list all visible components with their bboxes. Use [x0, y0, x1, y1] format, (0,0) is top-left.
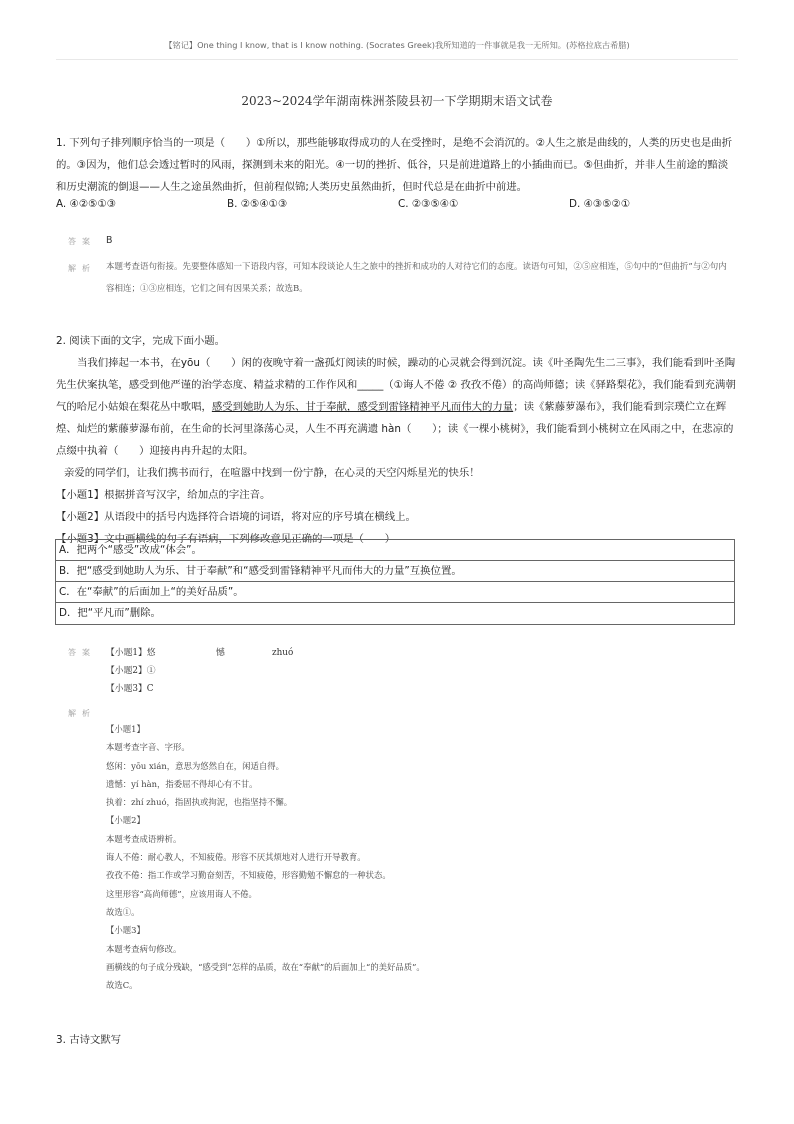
choice-b: B．把“感受到她助人为乐、甘于奉献”和“感受到雷锋精神平凡而伟大的力量”互换位置。: [56, 561, 734, 582]
answer-sub-1-pinyin: zhuó: [272, 648, 294, 658]
header-divider: [56, 59, 738, 60]
explanation-line: 【小题3】: [106, 925, 145, 936]
explanation-line: 这里形容“高尚师德”，应该用诲人不倦。: [106, 888, 257, 899]
passage-text-part-1: 当我们捧起一本书，在yōu（ ）闲的夜晚守着一盏孤灯阅读的时候，躁动的心灵就会得到沉淀。读《叶圣陶先生二三事》，我们能看到叶圣陶先生伏案执笔，感受到他严谨的治学态度、精益求精的工作作风和_____（①诲人不倦 ② 孜孜不倦）的高尚师德；读《驿路梨花》，我们能看到充满朝气的哈尼小姑娘在梨花丛中歌唱，: [56, 357, 736, 413]
explanation-line: 本题考查成语辨析。: [106, 833, 182, 844]
explanation-line: 本题考查字音、字形。: [106, 742, 190, 753]
answer-sub-1-word-2: 憾: [216, 648, 225, 658]
explanation-line: 故选①。: [106, 906, 140, 917]
choice-a: A．把两个“感受”改成“体会”。: [56, 540, 734, 561]
passage-text-part-3: （ ）迎接冉冉升起的太阳。: [107, 445, 254, 457]
explanation-line: 执着：zhí zhuó，指固执或拘泥，也指坚持不懈。: [106, 797, 293, 808]
exam-title: 2023~2024学年湖南株洲茶陵县初一下学期期末语文试卷: [241, 94, 553, 108]
sub-question-1: 【小题1】根据拼音写汉字，给加点的字注音。: [56, 489, 271, 501]
sub-question-2: 【小题2】从语段中的括号内选择符合语境的词语，将对应的序号填在横线上。: [56, 511, 416, 523]
reading-passage-paragraph-2: 亲爱的同学们，让我们携书而行，在喧嚣中找到一份宁静，在心灵的天空闪烁星光的快乐！: [64, 467, 480, 479]
motto-banner: 【铭记】One thing I know, that is I know nothing. (Socrates Greek)我所知道的一件事就是我一无所知。(苏格拉底古希腊): [164, 40, 630, 50]
answer-sub-2: 【小题2】①: [106, 666, 156, 676]
q1-answer-value: B: [106, 235, 113, 246]
question-3-heading: 3. 古诗文默写: [56, 1034, 122, 1046]
question-2-block: [56, 330, 738, 550]
explanation-line: 孜孜不倦：指工作或学习勤奋刻苦，不知疲倦，形容勤勉不懈怠的一种状态。: [106, 870, 391, 881]
q2-explanation-label: 解析: [68, 709, 96, 718]
answer-line-1: [106, 644, 406, 662]
q1-answer-label: 答案: [68, 237, 96, 246]
answer-sub-1: 【小题1】悠: [106, 648, 156, 658]
explanation-line: 【小题2】: [106, 815, 145, 826]
answer-line-2: [106, 662, 406, 680]
question-1-options: [56, 198, 738, 218]
q2-answer-block: [106, 644, 406, 698]
question-2-heading: 2. 阅读下面的文字，完成下面小题。: [56, 335, 226, 347]
answer-line-3: [106, 680, 406, 698]
choice-c: C．在“奉献”的后面加上“的美好品质”。: [56, 582, 734, 603]
explanation-line: 故选C。: [106, 980, 138, 991]
option-a: A. ④②⑤①③: [56, 198, 117, 210]
answer-sub-3: 【小题3】C: [106, 684, 154, 694]
q2-explanation: [106, 720, 731, 994]
question-1-text: 1. 下列句子排列顺序恰当的一项是（ ）①所以，那些能够取得成功的人在受挫时，是绝不会消沉的。②人生之旅是曲线的，人类的历史也是曲折的。③因为，他们总会透过暂时的风雨，探测到未来的阳光。④一切的挫折、低谷，只是前进道路上的小插曲而已。⑤但曲折，并非人生前途的黯淡和历史潮流的倒退——人生之途虽然曲折，但前程似锦;人类历史虽然曲折，但时代总是在曲折中前进。: [56, 137, 733, 193]
explanation-line: 诲人不倦：耐心教人，不知疲倦。形容不厌其烦地对人进行开导教育。: [106, 852, 366, 863]
choice-d: D．把“平凡而”删除。: [59, 607, 161, 619]
choices-table: [55, 539, 735, 625]
option-b: B. ②⑤④①③: [227, 198, 288, 210]
option-c: C. ②③⑤④①: [398, 198, 459, 210]
underlined-sentence: 感受到她助人为乐、甘于奉献，感受到雷锋精神平凡而伟大的力量: [211, 401, 514, 413]
explanation-line: 悠闲：yōu xián，意思为悠然自在，闲适自得。: [106, 760, 284, 771]
explanation-line: 本题考查病句修改。: [106, 943, 182, 954]
explanation-line: 遗憾：yí hàn，指委屈不得却心有不甘。: [106, 778, 258, 789]
passage-text-part-2: ；读《紫藤萝瀑布》，我们能看到宗璞伫立在辉煌、灿烂的紫藤萝瀑布前，在生命的长河里涤荡心灵，人生不再充满遗 hàn（ ）；读《一棵小桃树》，我们能看到小桃树立在风雨之中，在悲凉的点缀中执: [56, 401, 734, 457]
reading-passage-paragraph-1: [56, 352, 738, 462]
option-d: D. ④③⑤②①: [569, 198, 631, 210]
q1-explanation: 本题考查语句衔接。先要整体感知一下语段内容，可知本段谈论人生之旅中的挫折和成功的人对待它们的态度。读语句可知，②⑤应相连，⑤句中的“但曲折”与②句内容相连；①③应相连，它们之间有因果关系；故选B。: [106, 262, 727, 294]
explanation-line: 画横线的句子成分残缺，“感受到”怎样的品质，故在“奉献”的后面加上“的美好品质”。: [106, 961, 425, 972]
dotted-character: 着: [97, 445, 108, 457]
explanation-line: 【小题1】: [106, 724, 145, 734]
q1-explanation-label: 解析: [68, 264, 96, 273]
q2-answer-label: 答案: [68, 648, 96, 657]
sub-question-3: 【小题3】文中画横线的句子有语病，下列修改意见正确的一项是（ ）: [56, 533, 396, 545]
